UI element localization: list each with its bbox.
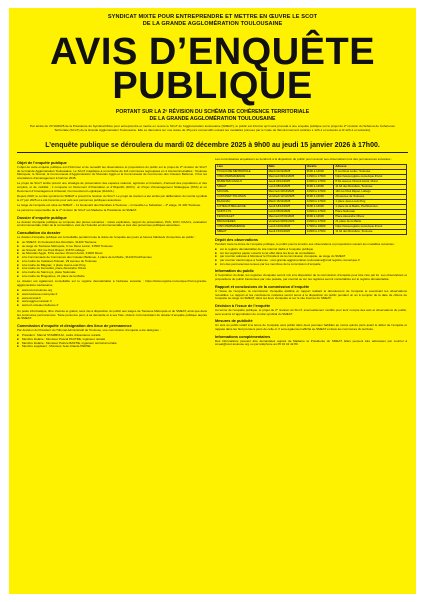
paragraph: À l’issue de l’enquête, la commission d’enquête établira un rapport relatant le déroulement de l’enquête et examinant les observations recueillies. Le rapport et les conclusions motivées seront tenus à la disposition du public pendant un an à compter de la date de clôture de l’enquête au siège du SMEAT, dans les lieux d’enquête et sur le site internet du SMEAT.	[215, 288, 407, 301]
paragraph: Un poste informatique, libre d’accès et gratuit, sera mis à disposition du public aux sièges de Toulouse Métropole et du SMEAT, ainsi que dans les communes permanences. Toute personne peut, à sa demande et à ses frais, obtenir communication du dossier d’enquête publique auprès du SMEAT.	[17, 308, 207, 321]
list-item: ■ au siège de Toulouse Métropole, 6 rue René Leduc, 31500 Toulouse	[17, 245, 207, 249]
list-item: ■ par courrier électronique à l’adresse : scot-grande-agglomeration-toulousaine@mail.registre-numerique.fr	[215, 259, 407, 263]
table-cell: MURETAIN AGGLO	[216, 179, 268, 184]
list-item: ■ à la mairie de Fenouillet, place Alexandre Olives	[17, 267, 207, 271]
table-cell: 14h00 à 17h00	[305, 174, 334, 179]
table-cell: COTEAUX BELLEVUE	[216, 204, 268, 209]
list-item: ■ à la mairie de Castanet-Tolosan, 29 avenue de Toulouse	[17, 260, 207, 264]
table-cell: 9h00 à 12h00	[305, 169, 334, 174]
organisation-name: SYNDICAT MIXTE POUR ENTREPRENDRE ET METTRE EN ŒUVRE LE SCOT DE LA GRANDE AGGLOMÉRATION TOULOUSAINE	[107, 14, 318, 27]
paragraph: La personne responsable de la 2ᵉ révision du SCoT est Madame la Présidente du SMEAT.	[17, 208, 137, 213]
paragraph: Depuis 2018, le comité syndical du SMEAT a prescrit la révision du SCoT. Le projet de révision a été arrêté par délibération du comité syndical le 27 juin 2025 et a été transmis pour avis aux personnes publiques associées.	[17, 193, 207, 202]
table-cell: 11 bd des Récollets, Toulouse	[334, 184, 407, 189]
table-cell: 8 bis avenue Vincent Auriol, Muret	[334, 179, 407, 184]
table-cell: 9h00 à 12h00	[305, 184, 334, 189]
list-item: ■ lors des permanences tenues par les membres de la commission d’enquête	[215, 263, 407, 267]
table-cell: Mercredi 10/12/2025	[267, 189, 305, 194]
table-cell: BLAGNAC	[216, 199, 268, 204]
table-cell: 9h00 à 12h00	[305, 194, 334, 199]
table-cell: 1 place Jean-Louis Puig	[334, 199, 407, 204]
table-cell: 14h00 à 17h00	[305, 219, 334, 224]
paragraph: Par décision du Président du Tribunal Administratif de Toulouse, une commission d’enquête a été désignée :	[17, 327, 161, 332]
list-item: ■ Membre titulaire : Monsieur Patrice BASTIE, ingénieur territorial retraité	[17, 342, 207, 346]
list-item: ■ à la mairie de Blagnac, 1 place Jean-Louis Puig	[17, 264, 207, 268]
table-cell: Place Nationale	[334, 209, 407, 214]
consultation-locations-list	[17, 241, 207, 278]
table-cell: VISIO-PERMANENCE	[216, 224, 268, 229]
table-cell: TOULOUSE MÉTROPOLE	[216, 169, 268, 174]
paragraph: Le dossier d’enquête publique est consultable pendant toute la durée de l’enquête aux jours et heures habituels d’ouverture au public :	[17, 235, 196, 240]
paragraph: À l’expiration du délai, les registres d’enquête seront mis à la disposition de la commission d’enquête pour être clos par lui. Les observations et propositions du public transmises par voie postale, par courriel ou sur les registres seront consultables sur le registre dématérialisé.	[215, 273, 407, 282]
table-cell: https://www.registre-numerique.fr/scot	[334, 174, 407, 179]
list-item: ■ à la mairie de Bruguières, 21 place de la Mairie	[17, 275, 207, 279]
table-cell: Jeudi 18/12/2025	[267, 204, 305, 209]
table-cell: 21 place de la Mairie	[334, 219, 407, 224]
table-cell: 110 rue Paul Riquet, Labège	[334, 189, 407, 194]
table-cell: Mardi 16/12/2025	[267, 199, 305, 204]
table-cell: FENOUILLET	[216, 214, 268, 219]
table-cell: VISIO-PERMANENCE	[216, 174, 268, 179]
table-cell: Lundi 12/01/2026	[267, 224, 305, 229]
table-cell: https://www.registre-numerique.fr/scot	[334, 224, 407, 229]
table-cell: 9h00 à 12h00	[305, 214, 334, 219]
section-heading: Décision à l’issue de l’enquête	[215, 303, 271, 308]
right-column	[215, 158, 407, 588]
list-item: ■ Président : Marcel STAMBOULI, cadre d’assurance retraité	[17, 334, 207, 338]
table-cell: Place Alexandre Olives	[334, 214, 407, 219]
list-item: ■ au Muretain Agglo, 8 bis avenue Vincent Auriol, 31600 Muret	[17, 252, 207, 256]
table-cell: Mardi 02/12/2025	[267, 169, 305, 174]
table-cell: 9h00 à 12h00	[305, 204, 334, 209]
table-cell: 29 avenue de Toulouse	[334, 194, 407, 199]
paragraph: Le projet de SCoT arrêté prévoit une stratégie de préservation des espaces naturels, agricoles et forestiers, d’accueil des populations et des emplois, et de mobilité ; il comporte un Document d’Orientation et d’Objectifs (DOO), un Projet d’Aménagement Stratégique (PAS) et un Document d’Aménagement Artisanal, Commercial et Logistique (DAACL).	[17, 181, 207, 193]
enquiry-dates-banner: L’enquête publique se déroulera du mardi 02 décembre 2025 à 9h00 au jeudi 15 janvier 2026 à 17h00.	[45, 142, 380, 149]
table-cell: Mercredi 03/12/2025	[267, 174, 305, 179]
website-link[interactable]: ■ www.cc-coteaux-bellevue.fr	[17, 304, 207, 308]
table-cell: 14h00 à 17h00	[305, 229, 334, 234]
website-links-list	[17, 289, 207, 308]
table-cell: 17h00 à 19h00	[305, 224, 334, 229]
section-heading: Dossier d’enquête publique	[17, 215, 67, 220]
table-cell: CASTANET-TOLOSAN	[216, 194, 268, 199]
table-row	[216, 229, 407, 234]
table-cell: Vendredi 09/01/2026	[267, 219, 305, 224]
table-cell: Lundi 05/01/2026	[267, 209, 305, 214]
section-heading: Objet de l’enquête publique	[17, 161, 67, 165]
table-cell: Lundi 08/12/2025	[267, 184, 305, 189]
page-subtitle: PORTANT SUR LA 2ᵉ RÉVISION DU SCHÉMA DE COHÉRENCE TERRITORIALE DE LA GRANDE AGGLOMÉRATION TOULOUSAINE	[115, 109, 310, 122]
table-cell: SAINT-LYS	[216, 209, 268, 214]
table-cell: 14h00 à 17h00	[305, 209, 334, 214]
paragraph: Les commissaires enquêteurs se tiendront à la disposition du public pour recevoir ses observations lors des permanences suivantes :	[215, 158, 393, 161]
table-cell: SICOVAL	[216, 189, 268, 194]
list-item: ■ à la Communauté de Communes des Coteaux Bellevue, 1 place de la Mairie, 31140 Pechbonnieu	[17, 256, 207, 260]
table-cell: 14h00 à 17h00	[305, 199, 334, 204]
section-heading: Consultation du dossier	[17, 231, 61, 236]
table-cell: 6 rue René Leduc, Toulouse	[334, 169, 407, 174]
observation-methods-list	[215, 248, 407, 267]
list-item: ■ Membre titulaire : Monsieur Pascal PAUTRE, ingénieur retraité	[17, 338, 207, 342]
permanences-table-body	[216, 169, 407, 234]
intro-paragraph: Par arrêté du 27/10/2025 de la Présidente du Syndicat Mixte pour entreprendre et mettre en œuvre le SCoT de l’agglomération toulousaine (SMEAT), le public est informé qu’il sera procédé à une enquête publique sur le projet de 2ᵉ révision du Schéma de Cohérence Territoriale (SCoT) de la Grande Agglomération Toulousaine. Elle se déroulera sur une durée de 45 jours consécutifs suivant les modalités prévues par le Code de l’Environnement (articles L.123-1 et suivants et R.123-1 et suivants).	[30, 124, 395, 132]
section-heading: Mesures de publicité	[215, 319, 253, 324]
column-header: Horaire	[305, 164, 334, 169]
column-header: Date	[267, 164, 305, 169]
left-column	[17, 158, 207, 588]
paragraph: Des informations peuvent être demandées auprès de Madame la Présidente du SMEAT. Elles peuvent être adressées par courriel à smeat@scot-toulouse.org ou par téléphone au 05 34 42 42 80.	[215, 338, 407, 347]
section-heading: Information du public	[215, 269, 254, 274]
section-heading: Dépôt des observations	[215, 237, 259, 242]
table-cell: Jeudi 04/12/2025	[267, 179, 305, 184]
list-item: ■ au SMEAT, 11 boulevard des Récollets, 31400 Toulouse	[17, 241, 207, 245]
paragraph: Le dossier est également consultable sur le registre dématérialisé à l’adresse suivante : https://www.registre-numerique.fr/scot-grande-agglomeration-toulousaine	[17, 279, 207, 288]
section-heading: Rapport et conclusions de la commission d’enquête	[215, 284, 310, 289]
list-item: ■ sur les registres papier ouverts à cet effet dans les lieux de consultation	[215, 252, 407, 256]
table-cell: BRUGUIÈRES	[216, 219, 268, 224]
paragraph: Le dossier d’enquête publique se compose des pièces suivantes : notice explicative, rapport de présentation, PAS, DOO, DAACL, évaluation environnementale, bilan de la concertation, avis de l’Autorité environnementale et avis des personnes publiques associées.	[17, 219, 207, 228]
table-cell: 14h00 à 17h00	[305, 179, 334, 184]
table-cell: Jeudi 15/01/2026	[267, 229, 305, 234]
table-cell: SMEAT	[216, 184, 268, 189]
paragraph: Au terme de l’enquête publique, le projet de 2ᵉ révision du SCoT, éventuellement modifié pour tenir compte des avis et observations du public, sera soumis à l’approbation du comité syndical du SMEAT.	[215, 307, 407, 316]
table-cell: 1 place de la Mairie, Pechbonnieu	[334, 204, 407, 209]
table-cell: 11 bd des Récollets, Toulouse	[334, 229, 407, 234]
list-item: ■ par courrier adressé à Monsieur le Président de la commission d’enquête, au siège du SMEAT	[215, 255, 407, 259]
column-header: Lieu	[216, 164, 268, 169]
table-cell: Vendredi 12/12/2025	[267, 194, 305, 199]
list-item: ■ sur le registre dématérialisé du site internet dédié à l’enquête publique	[215, 248, 407, 252]
paragraph: Le siège de l’enquête est situé au SMEAT – 11 boulevard des Récollets à Toulouse – Immeuble Le Sebastien – 4ᵉ étage, 31 400 Toulouse.	[17, 202, 201, 207]
page-title: AVIS D’ENQUÊTE PUBLIQUE	[49, 31, 376, 107]
website-link[interactable]: ■ www.sicoval.fr	[17, 297, 207, 301]
website-link[interactable]: ■ www.toulouse-metropole.fr	[17, 293, 207, 297]
table-cell: SMEAT	[216, 229, 268, 234]
commission-members-list	[17, 334, 207, 349]
section-heading: Commission d’enquête et désignation des lieux de permanence	[17, 323, 132, 328]
list-item: ■ Membre suppléant : Monsieur Jean-Claude PERSE	[17, 345, 207, 349]
permanences-table	[215, 164, 407, 235]
paragraph: Un avis au public relatif à la tenue de l’enquête sera publié dans deux journaux habilités au moins quinze jours avant le début de l’enquête et rappelé dans les huit premiers jours de celle-ci. Il sera également affiché au SMEAT et dans les communes du territoire.	[215, 323, 407, 332]
divider	[17, 152, 408, 153]
website-link[interactable]: ■ www.agglo-muretain.fr	[17, 300, 207, 304]
column-header: Adresse	[334, 164, 407, 169]
section-heading: Informations complémentaires	[215, 334, 271, 339]
list-item: ■ au Sicoval, 110 rue Paul Riquet, 31670 Labège	[17, 249, 207, 253]
table-cell: 14h00 à 17h00	[305, 189, 334, 194]
list-item: ■ à la mairie de Saint-Lys, place Nationale	[17, 271, 207, 275]
notice-poster	[9, 8, 416, 594]
paragraph: Pendant toute la durée de l’enquête publique, le public pourra émettre ses observations et propositions suivant les modalités suivantes :	[215, 241, 396, 246]
paragraph: L’objet de cette enquête publique est d’informer et de recueillir les observations et propositions du public sur le projet de 2ᵉ révision du SCoT de la Grande Agglomération Toulousaine. Le SCoT s’applique à un territoire de 114 communes regroupées en 4 intercommunalités : Toulouse Métropole, le Sicoval, la Communauté d’Agglomération du Muretain Agglo et la Communauté de Communes des Coteaux Bellevue. Il fixe les orientations d’aménagement à horizon 2045.	[17, 165, 207, 181]
table-cell: Mercredi 07/01/2026	[267, 214, 305, 219]
website-link[interactable]: ■ www.scot-toulouse.org	[17, 289, 207, 293]
